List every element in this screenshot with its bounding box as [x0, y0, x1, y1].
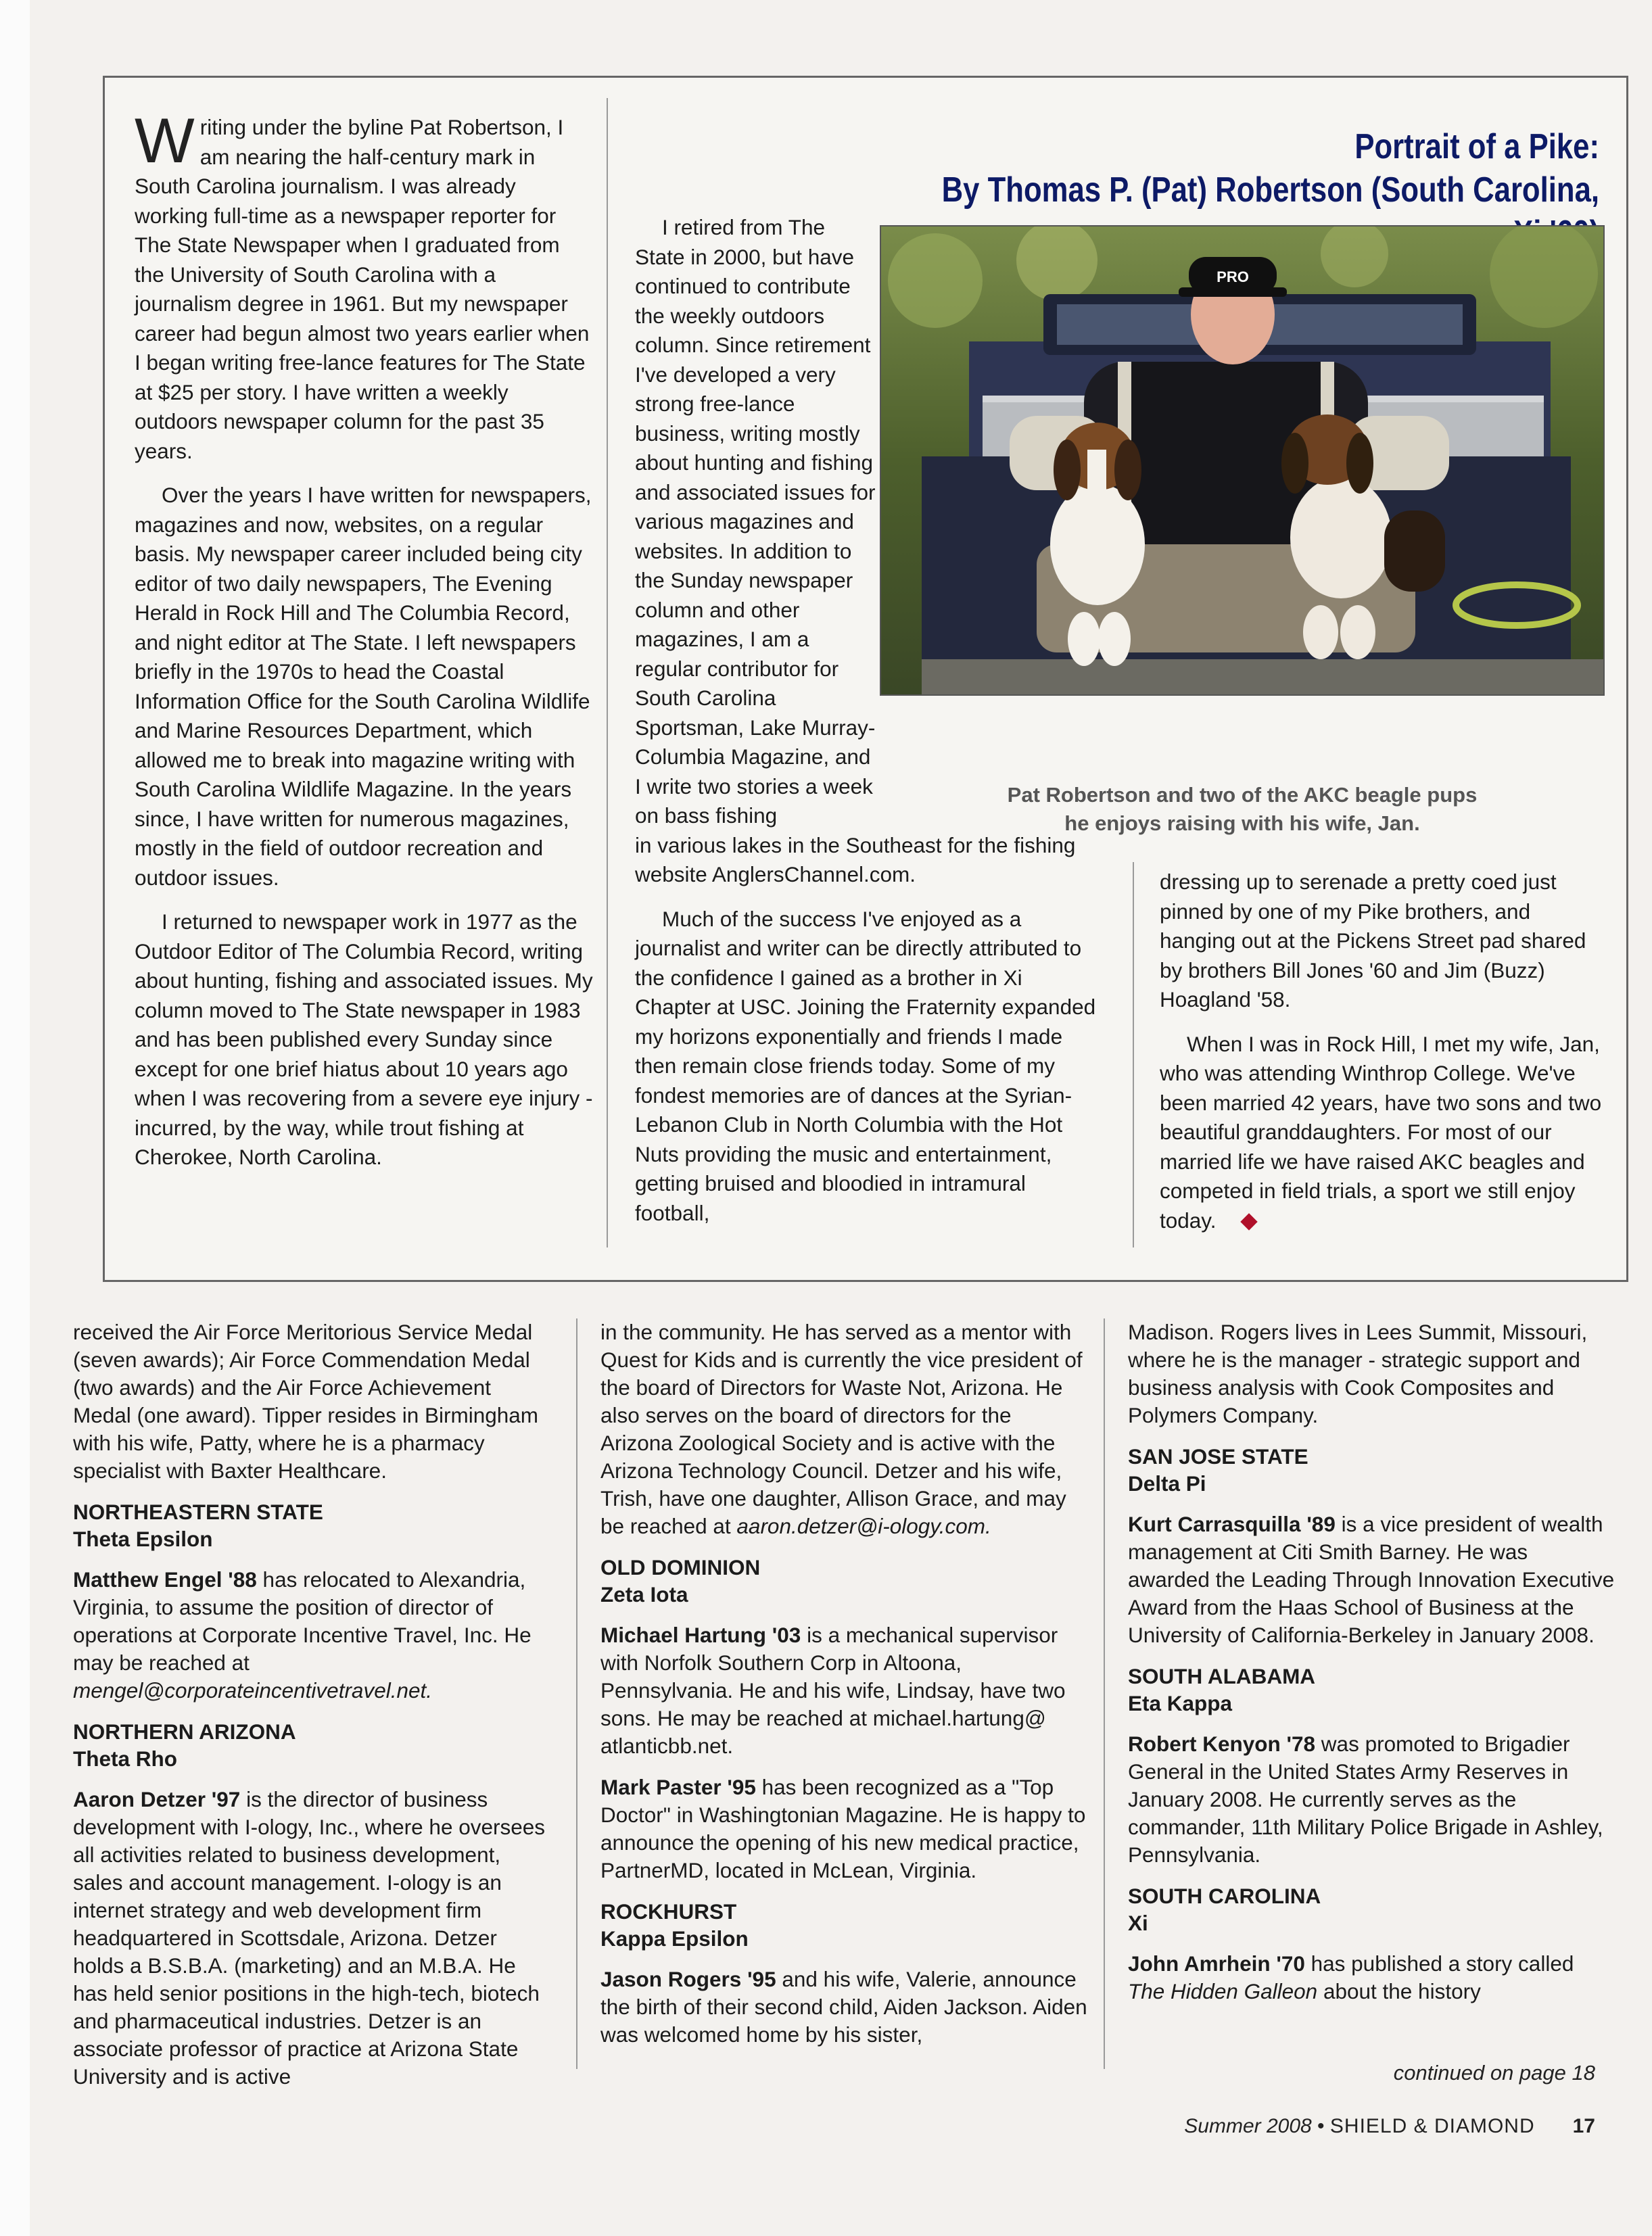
member-name: John Amrhein '70: [1128, 1951, 1305, 1976]
feature-paragraph: Writing under the byline Pat Robertson, I am nearing the half-century mark in South Carolina journalism. I was already working full-time as a newspaper reporter for The State Newspaper when I graduated from the University of South Carolina with a journalism degree in 1961. But my newspaper career had begun almost two years earlier when I began writing free-lance features for The State at $25 per story. I have written a weekly outdoors newspaper column for the past 35 years.: [135, 105, 590, 463]
school-name: ROCKHURST: [600, 1899, 737, 1924]
magazine-name: SHIELD & DIAMOND: [1329, 2115, 1535, 2137]
column-divider: [1104, 1318, 1105, 2069]
chapter-heading: [1128, 1443, 1615, 1497]
news-item: Jason Rogers '95 and his wife, Valerie, announce the birth of their second child, Aiden Jackson. Aiden was welcomed home by his sister,: [600, 1967, 1087, 2047]
news-item: John Amrhein '70 has published a story called The Hidden Galleon about the history: [1128, 1951, 1574, 2003]
news-paragraph: received the Air Force Meritorious Service Medal (seven awards); Air Force Commendation Medal (two awards) and the Air Force Achievement Medal (one award). Tipper resides in Birmingham with his wife, Patty, where he is a pharmacy specialist with Baxter Healthcare.: [73, 1320, 539, 1483]
column-divider: [607, 98, 608, 1247]
feature-paragraph: I returned to newspaper work in 1977 as the Outdoor Editor of The Columbia Record, writing about hunting, fishing and associated issues. My column moved to The State newspaper in 1983 and has been published every Sunday since except for one brief hiatus about 10 years ago when I was recovering from a severe eye injury - incurred, by the way, while trout fishing at Cherokee, North Carolina.: [135, 909, 593, 1169]
news-item: Kurt Carrasquilla '89 is a vice president of wealth management at Citi Smith Barney. He was awarded the Leading Through Innovation Executive Award from the Haas School of Business at the University of California-Berkeley in January 2008.: [1128, 1512, 1615, 1647]
feature-title-line2: By Thomas P. (Pat) Robertson (South Carolina,: [941, 170, 1599, 210]
portrait-illustration: [881, 227, 1603, 694]
school-name: SOUTH CAROLINA: [1128, 1884, 1321, 1908]
continued-note: continued on page 18: [1393, 2061, 1595, 2085]
chapter-name: Delta Pi: [1128, 1471, 1206, 1496]
feature-paragraph: Over the years I have written for newspapers, magazines and now, websites, on a regular basis. My newspaper career included being city editor of two daily newspapers, The Evening Herald in Rock Hill and The Columbia Record, and night editor at The State. I left newspapers briefly in the 1970s to head the Coastal Information Office for the South Carolina Wildlife and Marine Resources Department, which allowed me to break into magazine writing with South Carolina Wildlife Magazine. In the years since, I have written for numerous magazines, mostly in the field of outdoor recreation and outdoor issues.: [135, 483, 592, 890]
footer-separator: •: [1311, 2115, 1330, 2137]
school-name: NORTHERN ARIZONA: [73, 1719, 296, 1744]
member-name: Michael Hartung '03: [600, 1623, 801, 1647]
end-diamond-icon: [1241, 1213, 1258, 1230]
feature-paragraph: I retired from The State in 2000, but have continued to contribute the weekly outdoors column. Since retirement I've developed a very strong free-lance business, writing mostly about hunting and fishing and associated issues for various magazines and websites. In addition to the Sunday newspaper column and other magazines, I am a regular contributor for South Carolina Sportsman, Lake Murray-Columbia Magazine, and I write two stories a week on bass fishing: [635, 215, 876, 828]
caption-line-1: Pat Robertson and two of the AKC beagle pups: [1007, 783, 1478, 807]
email-address: mengel@corporateincentivetravel.net.: [73, 1678, 433, 1703]
cap-logo: PRO: [1217, 268, 1249, 285]
page-number: 17: [1572, 2115, 1595, 2137]
chapter-heading: [1128, 1882, 1615, 1936]
chapter-heading: [600, 1554, 1087, 1608]
news-item: Michael Hartung '03 is a mechanical supervisor with Norfolk Southern Corp in Altoona, Pennsylvania. He and his wife, Lindsay, have two sons. He may be reached at michael.hartung@ atlanticbb.net.: [600, 1623, 1066, 1758]
portrait-photo: [880, 225, 1605, 696]
scan-edge: [0, 0, 30, 2236]
feature-paragraph: dressing up to serenade a pretty coed just pinned by one of my Pike brothers, and hanging out at the Pickens Street pad shared by brothers Bill Jones '60 and Jim (Buzz) Hoagland '58.: [1160, 870, 1586, 1012]
news-column-3: [1128, 1318, 1615, 2019]
member-name: Kurt Carrasquilla '89: [1128, 1512, 1336, 1536]
issue-date: Summer 2008: [1184, 2115, 1312, 2137]
chapter-heading: [73, 1498, 546, 1552]
story-title: The Hidden Galleon: [1128, 1979, 1318, 2003]
chapter-heading: [600, 1898, 1087, 1952]
news-item: Aaron Detzer '97 is the director of business development with I-ology, Inc., where he oversees all activities related to business development, sales and account management. I-ology is an internet strategy and web development firm headquartered in Scottsdale, Arizona. Detzer holds a B.S.B.A. (marketing) and an M.B.A. He has held senior positions in the high-tech, biotech and pharmaceutical industries. Detzer is an associate professor of practice at Arizona State University and is active: [73, 1787, 546, 2089]
chapter-name: Zeta Iota: [600, 1582, 688, 1607]
member-name: Aaron Detzer '97: [73, 1787, 241, 1811]
news-column-2: [600, 1318, 1087, 2062]
feature-title-line1: Portrait of a Pike:: [1354, 127, 1599, 166]
chapter-name: Kappa Epsilon: [600, 1926, 749, 1951]
column-divider: [1133, 862, 1134, 1247]
member-name: Jason Rogers '95: [600, 1967, 776, 1991]
member-name: Matthew Engel '88: [73, 1567, 257, 1592]
news-paragraph: Madison. Rogers lives in Lees Summit, Missouri, where he is the manager - strategic support and business analysis with Cook Composites and Polymers Company.: [1128, 1320, 1588, 1427]
chapter-name: Xi: [1128, 1911, 1148, 1935]
chapter-name: Theta Epsilon: [73, 1527, 213, 1551]
school-name: OLD DOMINION: [600, 1555, 761, 1579]
page-footer: [1184, 2115, 1595, 2138]
caption-line-2: he enjoys raising with his wife, Jan.: [1064, 811, 1420, 835]
news-item: Robert Kenyon '78 was promoted to Brigadier General in the United States Army Reserves in January 2008. He currently serves as the commander, 11th Military Police Brigade in Ashley, Pennsylvania.: [1128, 1732, 1603, 1867]
drop-cap: W: [135, 105, 195, 176]
chapter-name: Eta Kappa: [1128, 1691, 1233, 1715]
member-name: Mark Paster '95: [600, 1775, 756, 1799]
feature-box: [103, 76, 1628, 1282]
school-name: SAN JOSE STATE: [1128, 1444, 1308, 1469]
news-item: Mark Paster '95 has been recognized as a "Top Doctor" in Washingtonian Magazine. He is happy to announce the opening of his new medical practice, PartnerMD, located in McLean, Virginia.: [600, 1775, 1086, 1882]
column-divider: [576, 1318, 577, 2069]
school-name: SOUTH ALABAMA: [1128, 1664, 1316, 1688]
feature-paragraph: When I was in Rock Hill, I met my wife, Jan, who was attending Winthrop College. We've been married 42 years, have two sons and two beautiful granddaughters. For most of our married life we have raised AKC beagles and competed in field trials, a sport we still enjoy today.: [1160, 1031, 1602, 1233]
feature-column-1: [135, 105, 594, 1187]
photo-caption: [880, 781, 1605, 838]
feature-paragraph: Much of the success I've enjoyed as a journalist and writer can be directly attributed to the confidence I gained as a brother in Xi Chapter at USC. Joining the Fraternity expanded my horizons exponentially and friends I made then remain close friends today. Some of my fondest memories are of dances at the Syrian-Lebanon Club in North Columbia with the Hot Nuts providing the music and entertainment, getting bruised and bloodied in intramural football,: [635, 906, 1096, 1225]
news-paragraph: in the community. He has served as a mentor with Quest for Kids and is currently the vice president of the board of Directors for Waste Not, Arizona. He also serves on the board of directors for the Arizona Zoological Society and is active with the Arizona Technology Council. Detzer and his wife, Trish, have one daughter, Allison Grace, and may be reached at aaron.detzer@i-ology.com.: [600, 1320, 1083, 1538]
member-name: Robert Kenyon '78: [1128, 1732, 1316, 1756]
news-item: Matthew Engel '88 has relocated to Alexandria, Virginia, to assume the position of director of operations at Corporate Incentive Travel, Inc. He may be reached at mengel@corporateincentivetravel.net.: [73, 1567, 532, 1703]
magazine-page: [30, 0, 1652, 2236]
chapter-name: Theta Rho: [73, 1746, 177, 1771]
school-name: NORTHEASTERN STATE: [73, 1500, 323, 1524]
chapter-heading: [1128, 1663, 1615, 1717]
feature-paragraph: in various lakes in the Southeast for the fishing website AnglersChannel.com.: [635, 832, 1076, 886]
feature-column-3: [1160, 867, 1606, 1250]
chapter-heading: [73, 1718, 546, 1772]
email-address: aaron.detzer@i-ology.com.: [736, 1514, 991, 1538]
news-column-1: [73, 1318, 546, 2104]
